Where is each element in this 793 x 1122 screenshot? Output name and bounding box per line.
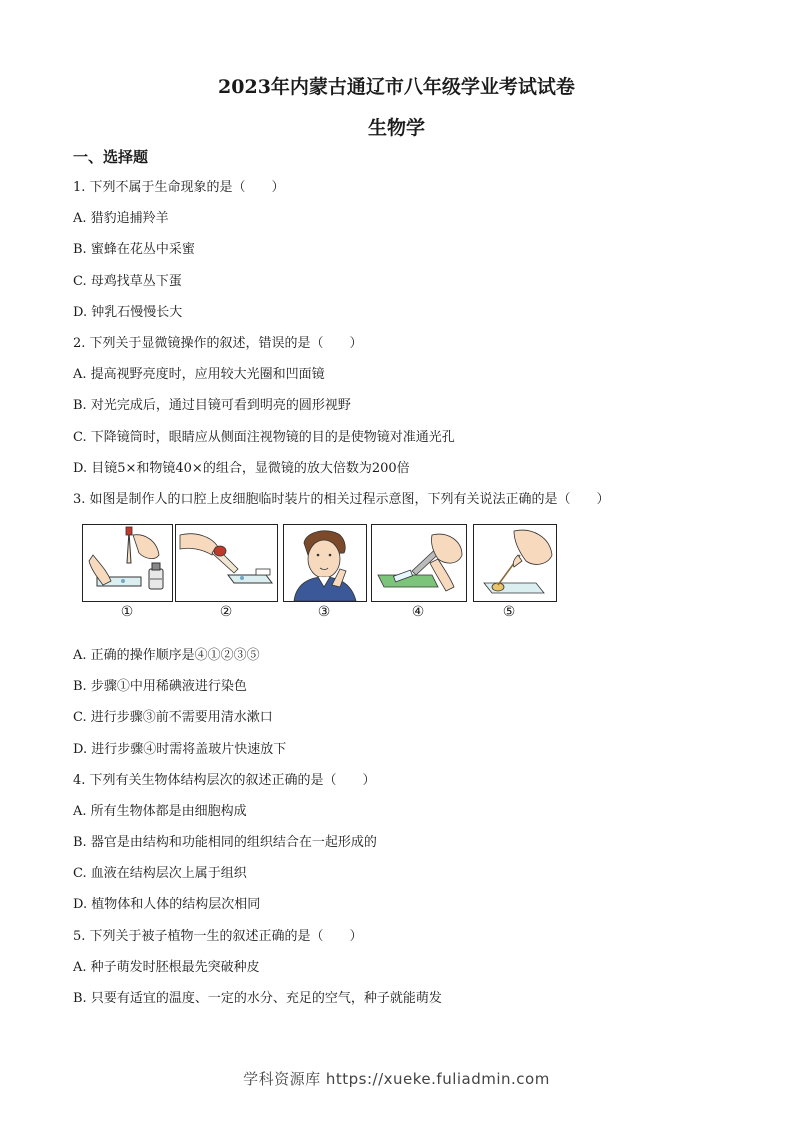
subject-title: 生物学 [367,117,425,139]
figure-label-4: ④ [411,604,425,620]
figure-label-1: ① [120,604,134,620]
question-4-stem: 4. 下列有关生物体结构层次的叙述正确的是（ ） [73,773,376,788]
exam-title: 2023年内蒙古通辽市八年级学业考试试卷 [218,76,575,98]
figure-step-2-illustration [175,524,278,602]
figure-step-1-illustration [82,524,173,602]
question-2-option-d: D. 目镜5×和物镜40×的组合，显微镜的放大倍数为200倍 [73,461,410,476]
question-1-option-b: B. 蜜蜂在花丛中采蜜 [73,242,195,257]
question-5-option-b: B. 只要有适宜的温度、一定的水分、充足的空气，种子就能萌发 [73,991,442,1006]
question-2-option-b: B. 对光完成后，通过目镜可看到明亮的圆形视野 [73,398,351,413]
figure-label-3: ③ [317,604,331,620]
question-4-option-a: A. 所有生物体都是由细胞构成 [73,804,247,819]
question-5-option-a: A. 种子萌发时胚根最先突破种皮 [73,960,260,975]
question-3-option-b: B. 步骤①中用稀碘液进行染色 [73,679,247,694]
question-4-option-c: C. 血液在结构层次上属于组织 [73,866,247,881]
figure-step-5-illustration [473,524,557,602]
question-4-option-b: B. 器官是由结构和功能相同的组织结合在一起形成的 [73,835,377,850]
question-2-option-c: C. 下降镜筒时，眼睛应从侧面注视物镜的目的是使物镜对准通光孔 [73,430,455,445]
figure-step-4-illustration [371,524,467,602]
question-2-stem: 2. 下列关于显微镜操作的叙述，错误的是（ ） [73,336,363,351]
question-5-stem: 5. 下列关于被子植物一生的叙述正确的是（ ） [73,929,363,944]
question-1-option-d: D. 钟乳石慢慢长大 [73,305,183,320]
figure-step-3-illustration [283,524,367,602]
question-3-stem: 3. 如图是制作人的口腔上皮细胞临时装片的相关过程示意图，下列有关说法正确的是（ ） [73,492,610,507]
question-1-stem: 1. 下列不属于生命现象的是（ ） [73,180,285,195]
question-1-option-a: A. 猎豹追捕羚羊 [73,211,169,226]
question-3-option-c: C. 进行步骤③前不需要用清水漱口 [73,710,273,725]
question-3-option-a: A. 正确的操作顺序是④①②③⑤ [73,648,260,663]
question-3-option-d: D. 进行步骤④时需将盖玻片快速放下 [73,742,287,757]
question-4-option-d: D. 植物体和人体的结构层次相同 [73,897,261,912]
figure-label-2: ② [219,604,233,620]
figure-label-5: ⑤ [502,604,516,620]
section-heading: 一、选择题 [73,148,149,166]
footer-watermark-link[interactable]: 学科资源库 https://xueke.fuliadmin.com [243,1070,550,1088]
question-2-option-a: A. 提高视野亮度时，应用较大光圈和凹面镜 [73,367,325,382]
question-1-option-c: C. 母鸡找草丛下蛋 [73,274,182,289]
slide-preparation-figure [82,524,562,624]
